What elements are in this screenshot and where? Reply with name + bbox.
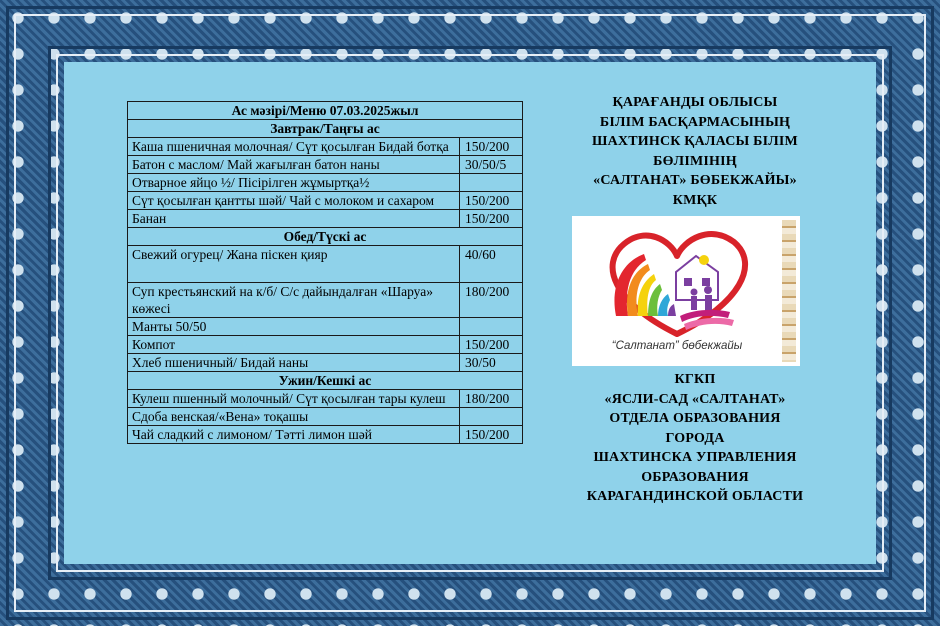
- table-row: [128, 156, 523, 174]
- org-ru-line: ШАХТИНСКА УПРАВЛЕНИЯ: [593, 450, 797, 465]
- org-ru-line: ОБРАЗОВАНИЯ: [641, 469, 749, 485]
- section-row: [128, 228, 523, 246]
- dish-name: Кулеш пшенный молочный/ Сүт қосылған тары кулеш: [128, 390, 460, 408]
- table-row: [128, 138, 523, 156]
- ornament-strip: [782, 220, 796, 362]
- org-name-kazakh: [555, 93, 835, 210]
- dish-name: Каша пшеничная молочная/ Сүт қосылған Бидай ботқа: [128, 138, 460, 156]
- dish-portion: 150/200: [460, 426, 523, 444]
- dish-name: Компот: [128, 336, 460, 354]
- dish-name: Хлеб пшеничный/ Бидай наны: [128, 354, 460, 372]
- org-name-russian: [555, 370, 835, 507]
- dish-portion: 180/200: [460, 283, 523, 318]
- section-lunch: Обед/Түскі ас: [128, 228, 523, 246]
- org-ru-line: КГКП: [674, 372, 716, 387]
- org-ru-line: ОТДЕЛА ОБРАЗОВАНИЯ: [609, 411, 781, 426]
- org-ru-line: КАРАГАНДИНСКОЙ ОБЛАСТИ: [586, 489, 804, 504]
- org-kz-line: ҚАРАҒАНДЫ ОБЛЫСЫ: [612, 95, 778, 110]
- dish-portion: 40/60: [460, 246, 523, 283]
- dish-name: Отварное яйцо ½/ Пісірілген жұмыртқа½: [128, 174, 460, 192]
- dish-portion: 30/50: [460, 354, 523, 372]
- dish-portion: 180/200: [460, 390, 523, 408]
- table-row: [128, 210, 523, 228]
- table-row: [128, 354, 523, 372]
- table-row: [128, 390, 523, 408]
- table-row: [128, 174, 523, 192]
- section-row: [128, 120, 523, 138]
- dish-name: Сдоба венская/«Вена» тоқашы: [128, 408, 460, 426]
- dish-name: Чай сладкий с лимоном/ Тәтті лимон шәй: [128, 426, 460, 444]
- logo-caption: “Салтанат” бөбекжайы: [611, 340, 743, 352]
- dish-portion: [460, 408, 523, 426]
- org-ru-line: «ЯСЛИ-САД «САЛТАНАТ»: [604, 391, 786, 407]
- dish-portion: [460, 318, 523, 336]
- table-row: [128, 246, 523, 283]
- section-breakfast: Завтрак/Таңғы ас: [128, 120, 523, 138]
- heart-house-family-logo-icon: [572, 216, 782, 340]
- table-row: [128, 318, 523, 336]
- dish-portion: 150/200: [460, 336, 523, 354]
- dish-name: Банан: [128, 210, 460, 228]
- dish-portion: 30/50/5: [460, 156, 523, 174]
- table-row: [128, 192, 523, 210]
- dish-name: Свежий огурец/ Жана піскен қияр: [128, 246, 460, 283]
- section-row: [128, 372, 523, 390]
- dish-portion: 150/200: [460, 192, 523, 210]
- menu-title-row: [128, 102, 523, 120]
- dish-name: Манты 50/50: [128, 318, 460, 336]
- dish-name: Сүт қосылған қантты шәй/ Чай с молоком и сахаром: [128, 192, 460, 210]
- table-row: [128, 283, 523, 318]
- table-row: [128, 336, 523, 354]
- dish-portion: 150/200: [460, 138, 523, 156]
- org-kz-line: БІЛІМ БАСҚАРМАСЫНЫҢ: [599, 114, 791, 130]
- dish-name: Суп крестьянский на к/б/ С/с дайындалған «Шаруа» көжесі: [128, 283, 460, 318]
- org-ru-line: ГОРОДА: [665, 430, 725, 446]
- org-kz-line: ШАХТИНСК ҚАЛАСЫ БІЛІМ: [592, 134, 798, 149]
- org-kz-line: БӨЛІМІНІҢ: [653, 153, 737, 169]
- menu-table: [127, 101, 523, 444]
- org-kz-line: «САЛТАНАТ» БӨБЕКЖАЙЫ»: [593, 173, 797, 188]
- menu-title: Ас мәзірі/Меню 07.03.2025жыл: [128, 102, 523, 120]
- dish-portion: [460, 174, 523, 192]
- dish-name: Батон с маслом/ Май жағылған батон наны: [128, 156, 460, 174]
- table-row: [128, 408, 523, 426]
- dish-portion: 150/200: [460, 210, 523, 228]
- table-row: [128, 426, 523, 444]
- kindergarten-logo: [572, 216, 800, 366]
- section-dinner: Ужин/Кешкі ас: [128, 372, 523, 390]
- org-kz-line: КМҚК: [672, 192, 718, 208]
